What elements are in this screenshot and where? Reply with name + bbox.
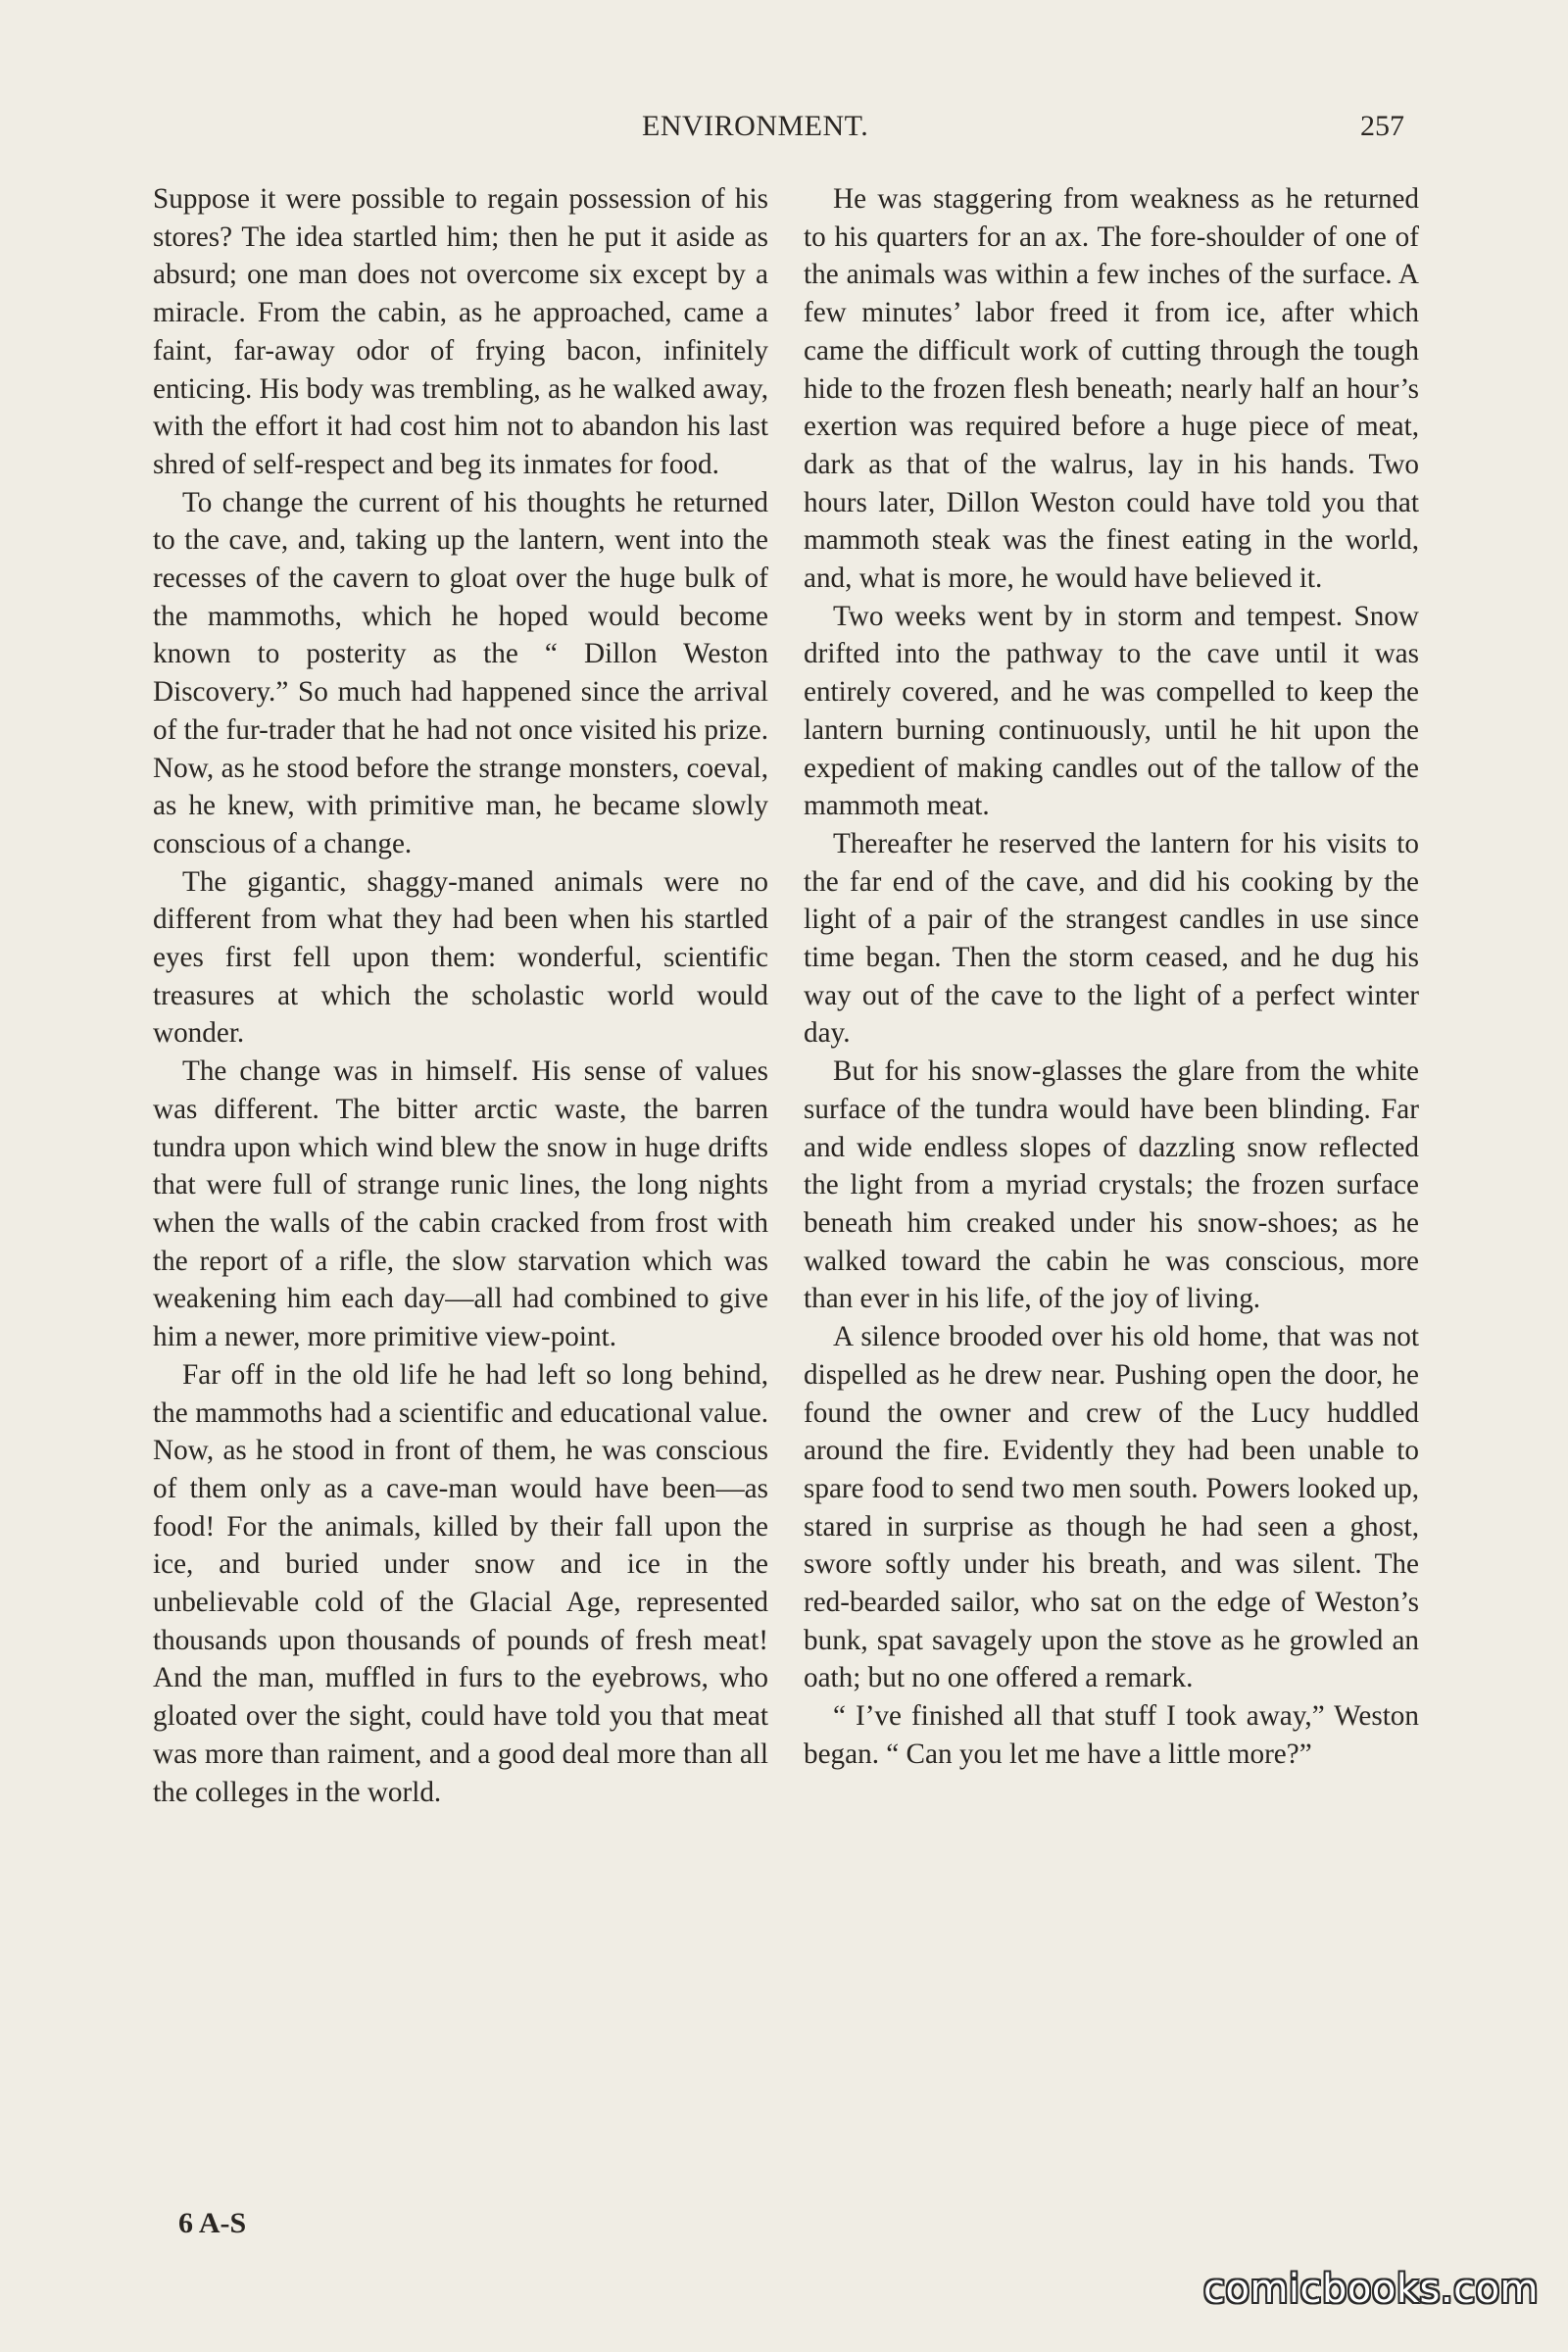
paragraph: He was staggering from weakness as he returned to his quarters for an ax. The fore-shoulder of one of the animals was within a few inches of the surface. A few minutes’ labor freed it from ice, after which came the difficult work of cutting through the tough hide to the frozen flesh beneath; nearly half an hour’s exertion was required before a huge piece of meat, dark as that of the walrus, lay in his hands. Two hours later, Dillon Weston could have told you that mammoth steak was the finest eating in the world, and, what is more, he would have believed it. — [804, 183, 1419, 595]
paragraph: Two weeks went by in storm and tempest. Snow drifted into the pathway to the cave until it was entirely covered, and he was compelled to keep the lantern burning continuously, until he hit upon the expedient of making candles out of the tallow of the mammoth meat. — [804, 600, 1419, 822]
paragraph: To change the current of his thoughts he returned to the cave, and, taking up the lantern, went into the recesses of the cavern to gloat over the huge bulk of the mammoths, which he hoped would become known to posterity as the “ Dillon Weston Discovery.” So much had happened since the arrival of the fur-trader that he had not once visited his prize. Now, as he stood before the strange monsters, coeval, as he knew, with primitive man, he became slowly conscious of a change. — [153, 486, 768, 859]
page-number: 257 — [1360, 110, 1404, 142]
paragraph: The change was in himself. His sense of values was different. The bitter arctic waste, the barren tundra upon which wind blew the snow in huge drifts that were full of strange runic lines, the long nights when the walls of the cabin cracked from frost with the report of a rifle, the slow starvation which was weakening him each day—all had combined to give him a newer, more primitive view-point. — [153, 1055, 768, 1353]
paragraph: “ I’ve finished all that stuff I took away,” Weston began. “ Can you let me have a little more?” — [804, 1700, 1419, 1770]
signature-mark: 6 A-S — [178, 2207, 247, 2239]
right-column — [804, 180, 1419, 1774]
paragraph: But for his snow-glasses the glare from the white surface of the tundra would have been blinding. Far and wide endless slopes of dazzling snow reflected the light from a myriad crystals; the frozen surface beneath him creaked under his snow-shoes; as he walked toward the cabin he was conscious, more than ever in his life, of the joy of living. — [804, 1055, 1419, 1315]
paragraph: Thereafter he reserved the lantern for his visits to the far end of the cave, and did his cooking by the light of a pair of the strangest candles in use since time began. Then the storm ceased, and he dug his way out of the cave to the light of a perfect winter day. — [804, 827, 1419, 1050]
paragraph: Suppose it were possible to regain possession of his stores? The idea startled him; then he put it aside as absurd; one man does not overcome six except by a miracle. From the cabin, as he approached, came a faint, far-away odor of frying bacon, infinitely enticing. His body was trembling, as he walked away, with the effort it had cost him not to abandon his last shred of self-respect and beg its inmates for food. — [153, 183, 768, 480]
paragraph: Far off in the old life he had left so long behind, the mammoths had a scientific and educational value. Now, as he stood in front of them, he was conscious of them only as a cave-man would have been—as food! For the animals, killed by their fall upon the ice, and buried under snow and ice in the unbelievable cold of the Glacial Age, represented thousands upon thousands of pounds of fresh meat! And the man, muffled in furs to the eyebrows, who gloated over the sight, could have told you that meat was more than raiment, and a good deal more than all the colleges in the world. — [153, 1358, 768, 1808]
paragraph: The gigantic, shaggy-maned animals were no different from what they had been when his startled eyes first fell upon them: wonderful, scientific treasures at which the scholastic world would wonder. — [153, 865, 768, 1050]
left-column — [153, 180, 768, 1811]
running-title: ENVIRONMENT. — [642, 110, 869, 142]
running-head — [0, 110, 1568, 153]
paragraph: A silence brooded over his old home, that was not dispelled as he drew near. Pushing open the door, he found the owner and crew of the Lucy huddled around the fire. Evidently they had been unable to spare food to send two men south. Powers looked up, stared in surprise as though he had seen a ghost, swore softly under his breath, and was silent. The red-bearded sailor, who sat on the edge of Weston’s bunk, spat savagely upon the stove as he growled an oath; but no one offered a remark. — [804, 1321, 1419, 1694]
watermark-logo: comicbooks.com — [1203, 2267, 1540, 2312]
